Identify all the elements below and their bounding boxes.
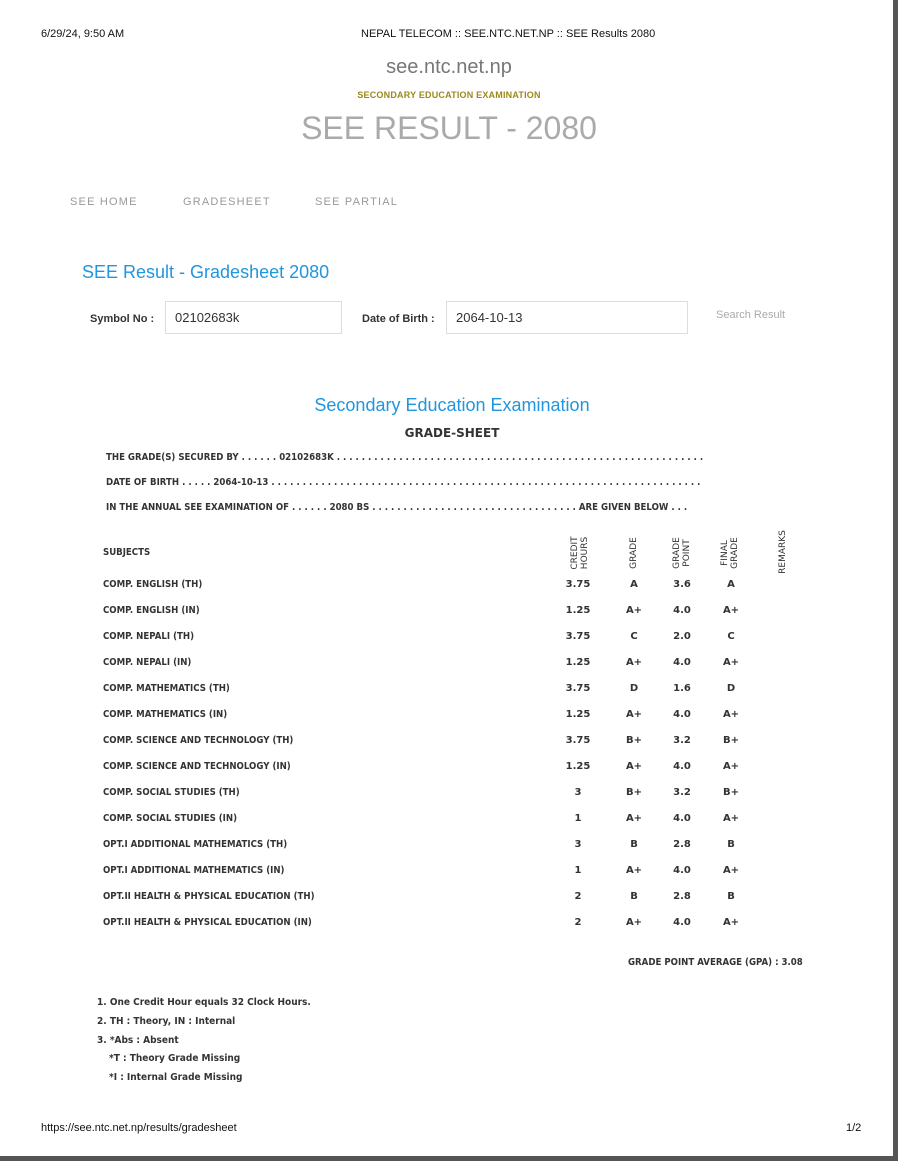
header-credit-hours: CREDIT HOURS	[570, 536, 590, 570]
grade-cell: A+	[625, 761, 643, 772]
subject-cell: OPT.II HEALTH & PHYSICAL EDUCATION (IN)	[103, 917, 312, 928]
subject-cell: COMP. ENGLISH (IN)	[103, 605, 200, 616]
grade-cell: A+	[625, 917, 643, 928]
print-page-number: 1/2	[846, 1122, 862, 1134]
note-theory-missing: *T : Theory Grade Missing	[109, 1053, 241, 1064]
final-grade-cell: B	[727, 839, 735, 850]
grade-point-cell: 4.0	[673, 917, 691, 928]
final-grade-cell: B+	[722, 787, 739, 798]
subject-cell: OPT.I ADDITIONAL MATHEMATICS (IN)	[103, 865, 285, 876]
grade-point-cell: 1.6	[673, 683, 691, 694]
grade-cell: C	[630, 631, 638, 642]
credit-hours-cell: 1	[574, 865, 582, 876]
grade-point-cell: 2.0	[673, 631, 691, 642]
grade-point-cell: 4.0	[673, 657, 691, 668]
final-grade-cell: A+	[722, 709, 740, 720]
header-final-grade: FINAL GRADE	[720, 537, 740, 569]
annual-exam-line: IN THE ANNUAL SEE EXAMINATION OF . . . . . . 2080 BS . . . . . . . . . . . . . . . . . . . . . . . . . . . . . . . . . ARE GIVEN BELOW . . .	[106, 502, 688, 513]
grade-point-cell: 3.6	[673, 579, 691, 590]
symbol-label: Symbol No :	[90, 313, 155, 325]
grade-cell: A+	[625, 605, 643, 616]
search-result-button[interactable]: Search Result	[716, 309, 786, 321]
subject-cell: COMP. MATHEMATICS (IN)	[103, 709, 228, 720]
final-grade-cell: A+	[722, 865, 740, 876]
credit-hours-cell: 2	[574, 917, 582, 928]
credit-hours-cell: 1.25	[565, 605, 591, 616]
final-grade-cell: A+	[722, 605, 740, 616]
print-datetime: 6/29/24, 9:50 AM	[41, 28, 125, 40]
header-grade: GRADE	[629, 537, 639, 569]
subject-cell: COMP. SOCIAL STUDIES (IN)	[103, 813, 238, 824]
gradesheet-title: GRADE-SHEET	[404, 426, 500, 440]
nav-see-partial[interactable]: SEE PARTIAL	[315, 196, 399, 208]
grade-point-cell: 2.8	[673, 839, 691, 850]
grade-cell: A	[630, 579, 638, 590]
grade-cell: B	[630, 891, 638, 902]
print-title: NEPAL TELECOM :: SEE.NTC.NET.NP :: SEE Results 2080	[361, 28, 656, 40]
credit-hours-cell: 3	[574, 839, 582, 850]
grade-cell: B	[630, 839, 638, 850]
subject-cell: COMP. NEPALI (IN)	[103, 657, 192, 668]
subject-cell: COMP. MATHEMATICS (TH)	[103, 683, 230, 694]
grade-cell: A+	[625, 813, 643, 824]
gpa: GRADE POINT AVERAGE (GPA) : 3.08	[628, 957, 803, 968]
credit-hours-cell: 3.75	[565, 631, 591, 642]
final-grade-cell: A+	[722, 813, 740, 824]
site-domain: see.ntc.net.np	[386, 56, 512, 78]
credit-hours-cell: 3.75	[565, 735, 591, 746]
header-remarks: REMARKS	[778, 530, 788, 574]
final-grade-cell: C	[727, 631, 735, 642]
grade-point-cell: 4.0	[673, 813, 691, 824]
grade-cell: D	[629, 683, 639, 694]
note-3: 3. *Abs : Absent	[97, 1035, 179, 1046]
site-subtitle: SECONDARY EDUCATION EXAMINATION	[357, 90, 541, 100]
grade-point-cell: 4.0	[673, 605, 691, 616]
subject-cell: COMP. SOCIAL STUDIES (TH)	[103, 787, 240, 798]
note-internal-missing: *I : Internal Grade Missing	[109, 1072, 243, 1083]
credit-hours-cell: 1.25	[565, 761, 591, 772]
final-grade-cell: A+	[722, 761, 740, 772]
grade-point-cell: 4.0	[673, 761, 691, 772]
final-grade-cell: B	[727, 891, 735, 902]
credit-hours-cell: 3.75	[565, 579, 591, 590]
grade-cell: A+	[625, 865, 643, 876]
final-grade-cell: D	[726, 683, 736, 694]
subject-cell: COMP. SCIENCE AND TECHNOLOGY (TH)	[103, 735, 294, 746]
grade-point-cell: 3.2	[673, 735, 691, 746]
grade-point-cell: 4.0	[673, 709, 691, 720]
header-grade-point: GRADE POINT	[672, 537, 692, 569]
final-grade-cell: A	[727, 579, 735, 590]
final-grade-cell: A+	[722, 917, 740, 928]
symbol-input[interactable]: 02102683k	[165, 301, 342, 334]
note-2: 2. TH : Theory, IN : Internal	[97, 1016, 236, 1027]
subject-cell: OPT.II HEALTH & PHYSICAL EDUCATION (TH)	[103, 891, 315, 902]
grade-point-cell: 2.8	[673, 891, 691, 902]
credit-hours-cell: 1.25	[565, 709, 591, 720]
note-1: 1. One Credit Hour equals 32 Clock Hours.	[97, 997, 311, 1008]
print-url: https://see.ntc.net.np/results/gradesheet	[41, 1122, 237, 1134]
credit-hours-cell: 3.75	[565, 683, 591, 694]
dob-line: DATE OF BIRTH . . . . . 2064-10-13 . . . . . . . . . . . . . . . . . . . . . . . . . . . . . . . . . . . . . . . . . . . . . . . . . . . . . . . . . . . . . . . . . . . . .	[106, 477, 701, 488]
dob-label: Date of Birth :	[362, 313, 435, 325]
credit-hours-cell: 2	[574, 891, 582, 902]
final-grade-cell: B+	[722, 735, 739, 746]
nav-gradesheet[interactable]: GRADESHEET	[183, 196, 271, 208]
subject-cell: COMP. NEPALI (TH)	[103, 631, 195, 642]
dob-input[interactable]: 2064-10-13	[446, 301, 688, 334]
subject-cell: COMP. SCIENCE AND TECHNOLOGY (IN)	[103, 761, 291, 772]
page-heading: SEE RESULT - 2080	[301, 110, 597, 146]
grade-cell: B+	[625, 735, 642, 746]
grade-point-cell: 3.2	[673, 787, 691, 798]
exam-title: Secondary Education Examination	[314, 395, 590, 415]
subject-cell: COMP. ENGLISH (TH)	[103, 579, 203, 590]
grade-cell: A+	[625, 657, 643, 668]
form-title: SEE Result - Gradesheet 2080	[82, 262, 330, 282]
grade-cell: A+	[625, 709, 643, 720]
final-grade-cell: A+	[722, 657, 740, 668]
credit-hours-cell: 1.25	[565, 657, 591, 668]
header-subjects: SUBJECTS	[103, 547, 151, 558]
credit-hours-cell: 1	[574, 813, 582, 824]
secured-by-line: THE GRADE(S) SECURED BY . . . . . . 02102683K . . . . . . . . . . . . . . . . . . . . . . . . . . . . . . . . . . . . . . . . . . . . . . . . . . . . . . . . . . .	[106, 452, 704, 463]
subject-cell: OPT.I ADDITIONAL MATHEMATICS (TH)	[103, 839, 288, 850]
credit-hours-cell: 3	[574, 787, 582, 798]
grade-cell: B+	[625, 787, 642, 798]
nav-see-home[interactable]: SEE HOME	[70, 196, 138, 208]
grade-point-cell: 4.0	[673, 865, 691, 876]
